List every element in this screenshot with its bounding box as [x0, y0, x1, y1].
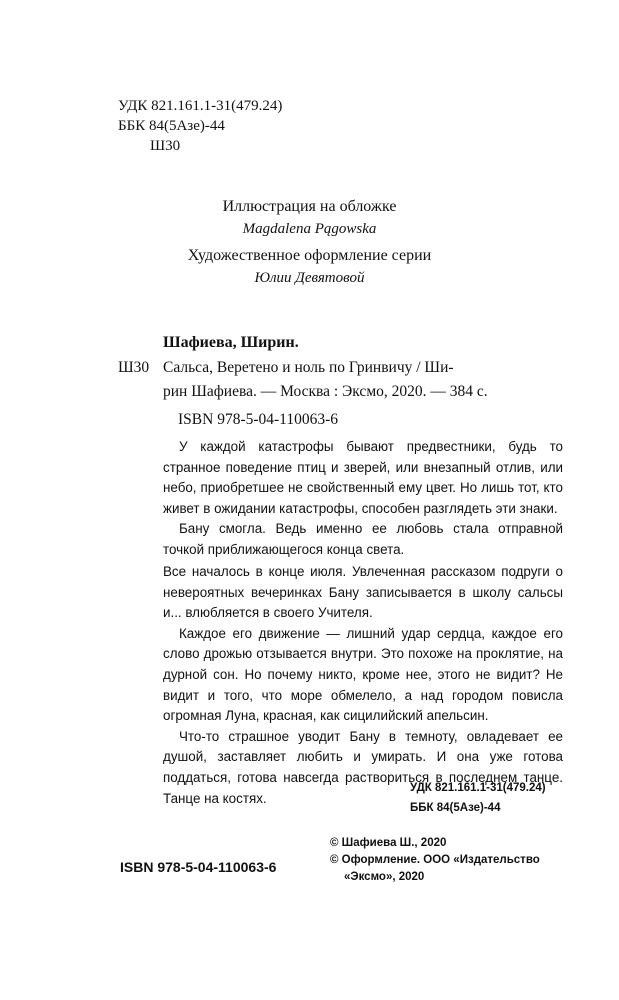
bibliography-line-1: Сальса, Веретено и ноль по Гринвичу / Ши- — [163, 359, 454, 376]
isbn-bottom: ISBN 978-5-04-110063-6 — [120, 859, 277, 875]
bbk-code-right: ББК 84(5Азе)-44 — [410, 802, 501, 814]
author-mark: Ш30 — [150, 138, 181, 154]
udk-code-right: УДК 821.161.1-31(479.24) — [410, 782, 546, 794]
cover-artist: Magdalena Pągowska — [242, 221, 377, 237]
annotation-paragraph: Что-то страшное уводит Бану в темноту, овладевает ее душой, заставляет любить и умирать. И она уже готова поддаться, готова навсегда раствориться в последнем танце. Танце на костях. — [163, 728, 563, 806]
copyright-block — [330, 835, 540, 886]
series-credit — [0, 245, 619, 289]
series-label: Художественное оформление серии — [187, 247, 432, 264]
annotation-block-1 — [163, 437, 563, 561]
bbk-code: ББК 84(5Азе)-44 — [118, 118, 225, 134]
annotation-paragraph: Каждое его движение — лишний удар сердца, каждое его слово дрожью отзывается внутри. Это похоже на проклятие, на дурной сон. Но почему никто, кроме нее, этого не видит? Не видит и того, что море обмелело, а над городом повисла огромная Луна, красная, как сицилийский апельсин. — [163, 625, 563, 724]
cover-credit — [0, 196, 619, 240]
bibliography-line-2: рин Шафиева. — Москва : Эксмо, 2020. — 384 с. — [163, 383, 488, 400]
series-artist: Юлии Девятовой — [254, 270, 365, 286]
copyright-publisher: «Эксмо», 2020 — [344, 871, 425, 883]
cover-label: Иллюстрация на обложке — [222, 198, 397, 215]
annotation-block-2 — [163, 562, 563, 809]
bibliography-isbn: ISBN 978-5-04-110063-6 — [178, 411, 339, 428]
annotation-paragraph: Бану смогла. Ведь именно ее любовь стала отправной точкой приближающегося конца света. — [163, 521, 563, 557]
top-classification-codes — [118, 96, 282, 156]
bibliography-mark: Ш30 — [118, 359, 150, 376]
copyright-design: © Оформление. ООО «Издательство — [330, 854, 540, 866]
bibliography-author: Шафиева, Ширин. — [163, 334, 299, 351]
copyright-author: © Шафиева Ш., 2020 — [330, 837, 447, 849]
right-classification-codes — [410, 778, 546, 818]
udk-code: УДК 821.161.1-31(479.24) — [118, 98, 283, 114]
annotation-paragraph: Все началось в конце июля. Увлеченная рассказом подруги о невероятных вечеринках Бану записывается в школу сальсы и... влюбляется в своего Учителя. — [163, 564, 563, 621]
annotation-paragraph: У каждой катастрофы бывают предвестники, будь то странное поведение птиц и зверей, или внезапный отлив, или небо, приобретшее не свойственный ему цвет. Но лишь тот, кто живет в ожидании катастрофы, способен разглядеть эти знаки. — [163, 439, 563, 516]
bibliography-entry — [163, 356, 563, 404]
